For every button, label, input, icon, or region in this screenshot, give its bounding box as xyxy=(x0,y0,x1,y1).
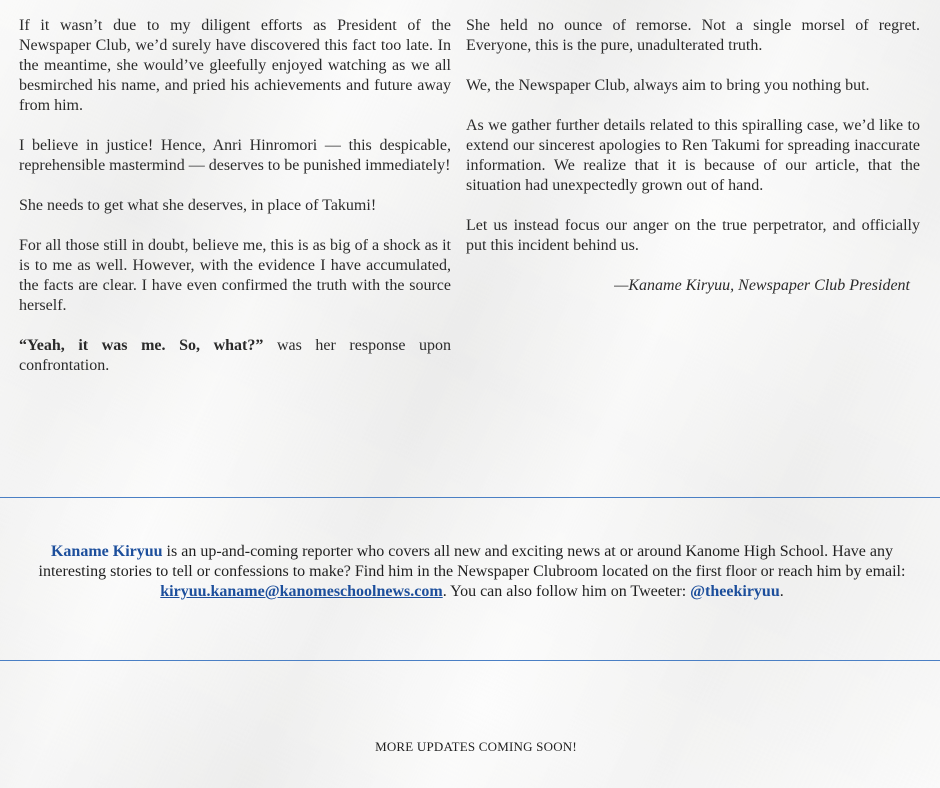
author-bio xyxy=(34,542,910,602)
bio-text: . xyxy=(779,583,784,600)
article-paragraph: As we gather further details related to this spiralling case, we’d like to extend our sincerest apologies to Ren Takumi for spreading inaccurate information. We realize that it is because of our article, that the situation had unexpectedly grown out of hand. xyxy=(466,117,920,194)
article-paragraph: If it wasn’t due to my diligent efforts as President of the Newspaper Club, we’d surely have discovered this fact too late. In the meantime, she would’ve gleefully enjoyed watching as we all besmirched his name, and pried his achievements and future away from him. xyxy=(19,17,451,114)
article-right-column xyxy=(466,16,920,316)
bio-text: . You can also follow him on Tweeter: xyxy=(442,583,691,600)
email-link[interactable]: kiryuu.kaname@kanomeschoolnews.com xyxy=(160,583,443,600)
author-signature: —Kaname Kiryuu, Newspaper Club President xyxy=(614,277,910,294)
quote-context: was her response upon confrontation. xyxy=(19,337,452,374)
divider-bottom xyxy=(0,660,940,661)
confession-quote: “Yeah, it was me. So, what?” xyxy=(19,337,264,354)
article-paragraph: For all those still in doubt, believe me, this is as big of a shock as it is to me as well. However, with the evidence I have accumulated, the facts are clear. I have even confirmed the truth with the source herself. xyxy=(19,237,451,314)
article-paragraph: We, the Newspaper Club, always aim to bring you nothing but. xyxy=(466,77,870,94)
article-paragraph: She held no ounce of remorse. Not a single morsel of regret. Everyone, this is the pure, unadulterated truth. xyxy=(466,17,920,54)
bio-author-name: Kaname Kiryuu xyxy=(50,543,163,560)
article-paragraph: Let us instead focus our anger on the true perpetrator, and officially put this incident behind us. xyxy=(466,217,920,254)
divider-top xyxy=(0,497,940,498)
article-left-column xyxy=(19,16,451,396)
article-paragraph: She needs to get what she deserves, in place of Takumi! xyxy=(19,197,377,214)
tweeter-handle-link[interactable]: @theekiryuu xyxy=(690,583,780,600)
bio-text: is an up-and-coming reporter who covers all new and exciting news at or around Kanome High School. Have any interesting stories to tell or confessions to make? Find him in the Newspaper Clubroom located on the first floor or reach him by email: xyxy=(38,543,906,580)
article-paragraph: I believe in justice! Hence, Anri Hinromori — this despicable, reprehensible mastermind — deserves to be punished immediately! xyxy=(19,137,451,174)
footer-note: MORE UPDATES COMING SOON! xyxy=(375,739,577,754)
article-paragraph-quote xyxy=(19,336,451,376)
